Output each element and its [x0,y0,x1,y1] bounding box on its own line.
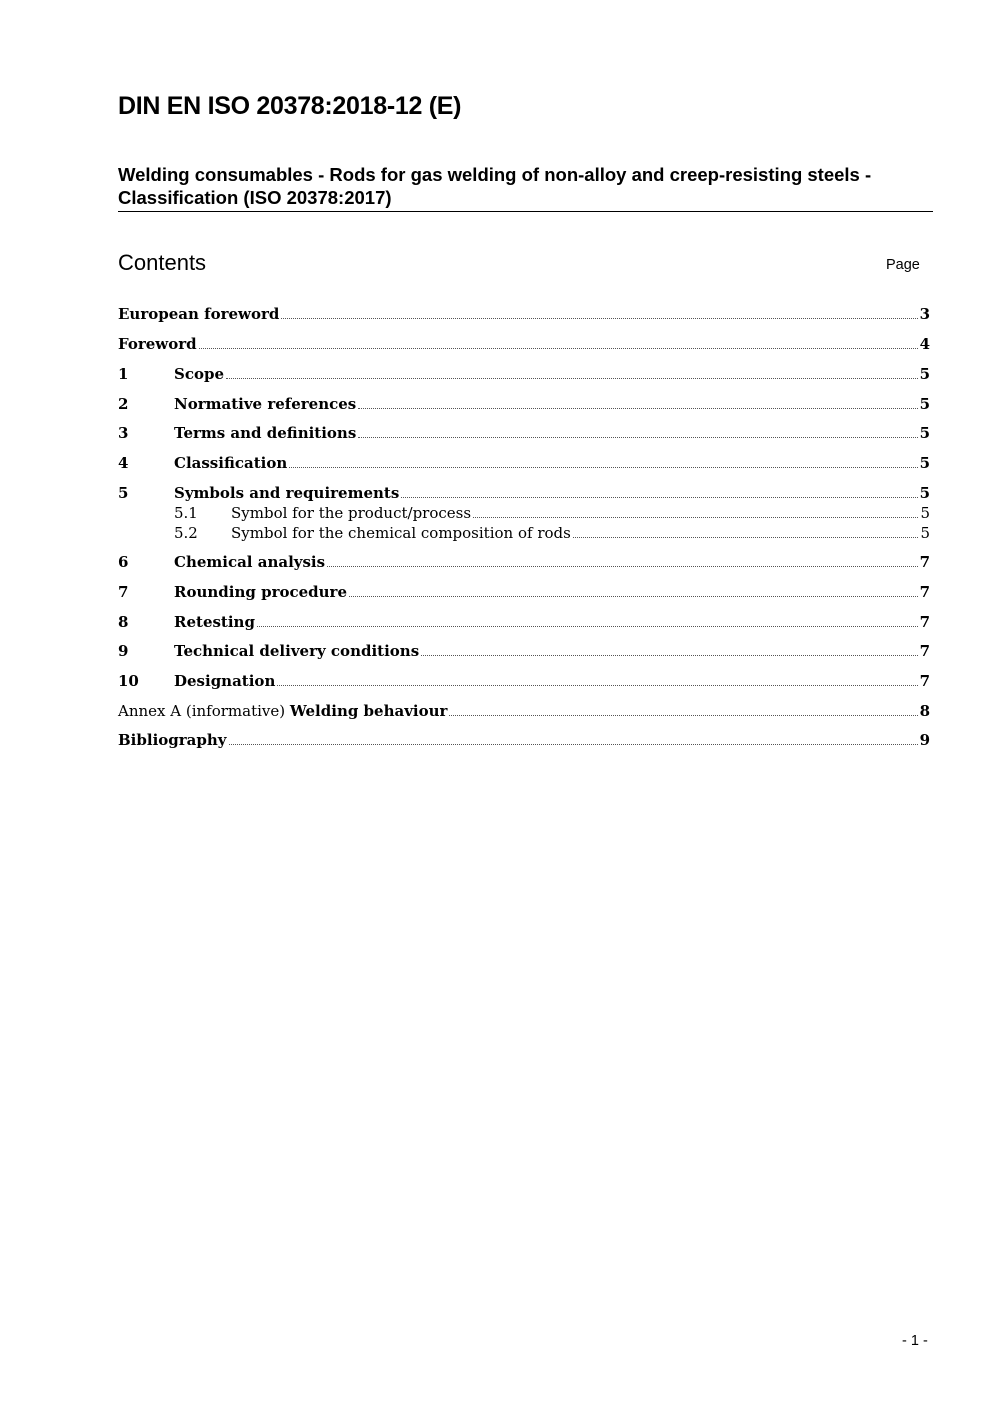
toc-entry-title: Retesting [174,613,255,631]
toc-entry[interactable] [118,423,930,443]
toc-entry-page: 8 [919,702,930,720]
toc-leader [199,347,918,349]
toc-leader [401,496,917,498]
toc-entry-title: Terms and definitions [174,424,357,442]
annex-title: Welding behaviour [289,702,448,720]
toc-leader [473,516,918,518]
toc-entry[interactable] [118,612,930,632]
toc-entry[interactable] [118,671,930,691]
toc-entry-title: Foreword [118,335,197,353]
toc-entry-title: Symbol for the product/process [231,504,472,522]
document-id: DIN EN ISO 20378:2018-12 (E) [118,92,462,120]
toc-entry-title: Technical delivery conditions [174,642,420,660]
toc-leader [358,407,917,409]
page-column-label: Page [886,257,920,273]
toc-subentry[interactable] [118,523,930,543]
toc-entry-page: 9 [919,731,930,749]
toc-entry[interactable] [118,582,930,602]
toc-entry-number: 3 [118,424,129,442]
toc-entry-title: Chemical analysis [174,553,326,571]
page-number: - 1 - [902,1333,928,1349]
toc-entry-number: 5.2 [174,524,198,542]
toc-entry-page: 3 [919,305,930,323]
toc-entry[interactable] [118,483,930,503]
toc-entry-number: 6 [118,553,129,571]
toc-entry-title: Bibliography [118,731,227,749]
toc-entry[interactable] [118,304,930,324]
toc-entry-page: 7 [919,672,930,690]
toc-entry-title: Scope [174,365,225,383]
toc-entry-title [118,701,447,721]
toc-leader [573,536,919,538]
toc-entry[interactable] [118,730,930,750]
toc-entry-title: Normative references [174,395,357,413]
toc-entry-page: 5 [919,454,930,472]
toc-leader [257,625,918,627]
toc-entry-page: 4 [919,335,930,353]
toc-leader [277,684,917,686]
toc-entry-number: 7 [118,583,129,601]
toc-entry-page: 5 [919,395,930,413]
toc-entry-title: Rounding procedure [174,583,347,601]
toc-entry-number: 10 [118,672,139,690]
toc-entry[interactable] [118,641,930,661]
toc-entry-number: 2 [118,395,129,413]
toc-entry-title: Designation [174,672,276,690]
toc-entry-page: 7 [919,583,930,601]
toc-entry-title: European foreword [118,305,280,323]
toc-entry-page: 5 [919,424,930,442]
toc-entry[interactable] [118,364,930,384]
document-title: Welding consumables - Rods for gas welding of non-alloy and creep-resisting steels - Classification (ISO 20378:2017) [118,163,933,212]
toc-entry-number: 5 [118,484,129,502]
toc-leader [289,466,917,468]
toc-subentry[interactable] [118,503,930,523]
toc-leader [449,714,917,716]
toc-entry-number: 5.1 [174,504,198,522]
toc-leader [349,595,918,597]
toc-leader [358,436,917,438]
toc-entry[interactable] [118,394,930,414]
contents-heading: Contents [118,250,207,275]
toc-entry-number: 1 [118,365,129,383]
toc-entry[interactable] [118,552,930,572]
toc-entry-title: Symbol for the chemical composition of rods [231,524,571,542]
toc-leader [327,565,917,567]
toc-entry-title: Symbols and requirements [174,484,400,502]
toc-leader [226,377,918,379]
toc-entry-page: 5 [920,504,930,522]
toc-leader [281,317,917,319]
toc-entry-title: Classification [174,454,288,472]
toc-entry-number: 9 [118,642,129,660]
toc-entry-page: 7 [919,613,930,631]
annex-label: Annex A (informative) [118,702,290,720]
toc-entry[interactable] [118,701,930,721]
toc-entry[interactable] [118,453,930,473]
toc-leader [421,654,917,656]
toc-entry-page: 5 [919,484,930,502]
toc-entry-page: 5 [919,365,930,383]
toc-leader [229,743,918,745]
toc-entry-number: 8 [118,613,129,631]
toc-entry-page: 7 [919,553,930,571]
toc-entry-page: 5 [920,524,930,542]
toc-entry-page: 7 [919,642,930,660]
toc-entry[interactable] [118,334,930,354]
toc-entry-number: 4 [118,454,129,472]
